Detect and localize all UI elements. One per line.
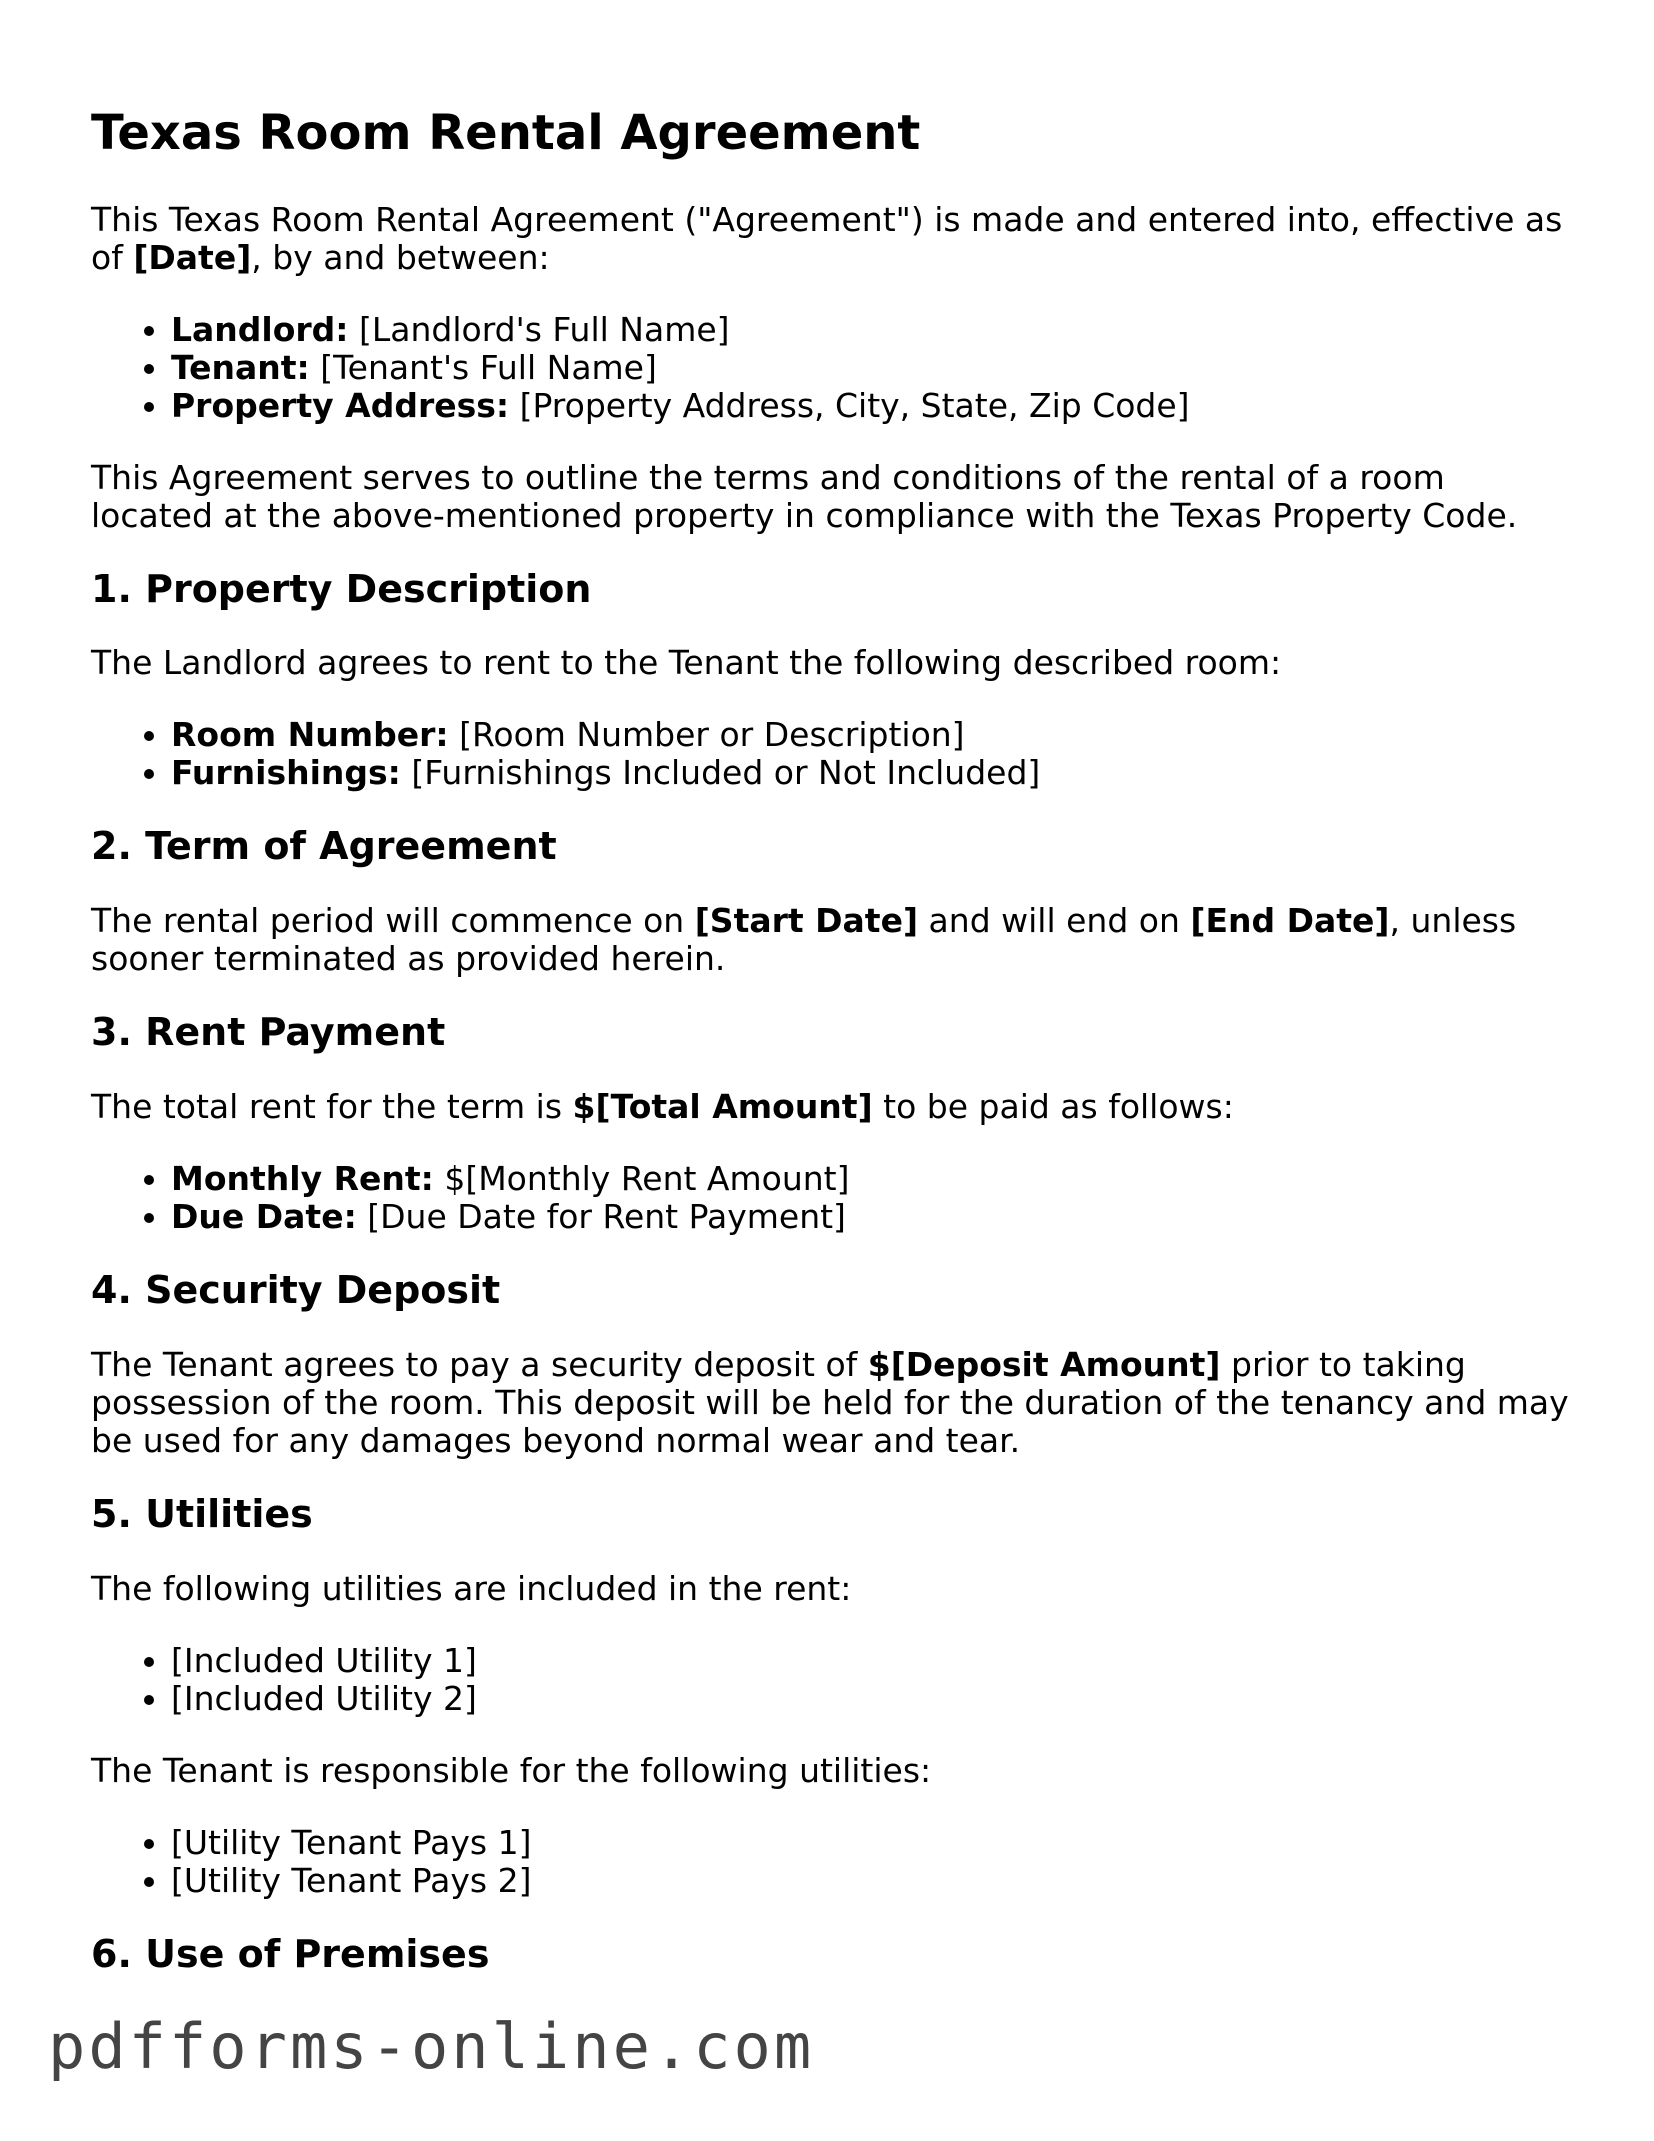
section-heading-use-of-premises: 6. Use of Premises	[91, 1931, 490, 1976]
intro-paragraph	[91, 201, 1571, 277]
list-item	[171, 716, 1571, 754]
tenant-utilities-list	[91, 1824, 1571, 1900]
item-label: Tenant:	[171, 347, 310, 387]
rent-text-1: The total rent for the term is	[91, 1086, 573, 1126]
document-title: Texas Room Rental Agreement	[91, 105, 921, 161]
parties-list	[91, 311, 1571, 425]
deposit-text-1: The Tenant agrees to pay a security deposit of	[91, 1344, 868, 1384]
intro-text-2: , by and between:	[251, 237, 550, 277]
item-label: Landlord:	[171, 309, 349, 349]
deposit-amount: $[Deposit Amount]	[867, 1344, 1221, 1384]
item-label: Monthly Rent:	[171, 1158, 434, 1198]
watermark: pdfforms-online.com	[48, 2010, 815, 2083]
intro-text-1: This Texas Room Rental Agreement ("Agreement") is made and entered into, effective as of	[91, 199, 1563, 277]
property-description-list	[91, 716, 1571, 792]
list-item	[171, 387, 1571, 425]
list-item: • [Included Utility 2]	[171, 1680, 1571, 1718]
purpose-paragraph: This Agreement serves to outline the terms and conditions of the rental of a room located at the above-mentioned property in compliance with the Texas Property Code.	[91, 457, 1518, 535]
item-value: [Furnishings Included or Not Included]	[400, 753, 1041, 793]
list-item	[171, 1160, 1571, 1198]
item-value: [Due Date for Rent Payment]	[356, 1196, 846, 1236]
document-page	[91, 105, 1571, 2009]
section-heading-rent-payment: 3. Rent Payment	[91, 1010, 446, 1055]
section-heading-term: 2. Term of Agreement	[91, 824, 557, 869]
list-item	[171, 349, 1571, 387]
item-label: Furnishings:	[171, 753, 401, 793]
term-text-1: The rental period will commence on	[91, 901, 695, 941]
end-date: [End Date]	[1190, 901, 1390, 941]
item-label: Property Address:	[171, 385, 510, 425]
list-item	[171, 1198, 1571, 1236]
item-value: [Landlord's Full Name]	[348, 309, 730, 349]
list-item: • [Utility Tenant Pays 1]	[171, 1824, 1571, 1862]
list-item	[171, 754, 1571, 792]
item-value: [Property Address, City, State, Zip Code]	[509, 385, 1190, 425]
term-paragraph	[91, 902, 1571, 978]
property-description-text: The Landlord agrees to rent to the Tenant the following described room:	[91, 643, 1282, 683]
intro-date: [Date]	[133, 237, 252, 277]
item-label: Due Date:	[171, 1196, 357, 1236]
tenant-utilities-text: The Tenant is responsible for the following utilities:	[91, 1750, 932, 1790]
section-heading-property-description: 1. Property Description	[91, 566, 592, 611]
list-item: • [Included Utility 1]	[171, 1642, 1571, 1680]
deposit-text-2: prior to taking possession of the room. This deposit will be held for the duration of the tenancy and may be used for any damages beyond normal wear and tear.	[91, 1344, 1569, 1460]
item-value: $[Monthly Rent Amount]	[433, 1158, 850, 1198]
list-item: • [Utility Tenant Pays 2]	[171, 1862, 1571, 1900]
term-text-3: , unless sooner terminated as provided herein.	[91, 901, 1517, 979]
item-value: [Tenant's Full Name]	[309, 347, 657, 387]
deposit-paragraph	[91, 1346, 1571, 1460]
rent-list	[91, 1160, 1571, 1236]
rent-paragraph	[91, 1088, 1571, 1126]
rent-text-2: to be paid as follows:	[872, 1086, 1234, 1126]
item-label: Room Number:	[171, 715, 449, 755]
item-value: [Room Number or Description]	[448, 715, 965, 755]
included-utilities-text: The following utilities are included in the rent:	[91, 1568, 852, 1608]
total-amount: $[Total Amount]	[572, 1086, 873, 1126]
included-utilities-list	[91, 1642, 1571, 1718]
section-heading-security-deposit: 4. Security Deposit	[91, 1267, 501, 1312]
list-item	[171, 311, 1571, 349]
term-text-2: and will end on	[918, 901, 1191, 941]
section-heading-utilities: 5. Utilities	[91, 1491, 313, 1536]
start-date: [Start Date]	[694, 901, 919, 941]
